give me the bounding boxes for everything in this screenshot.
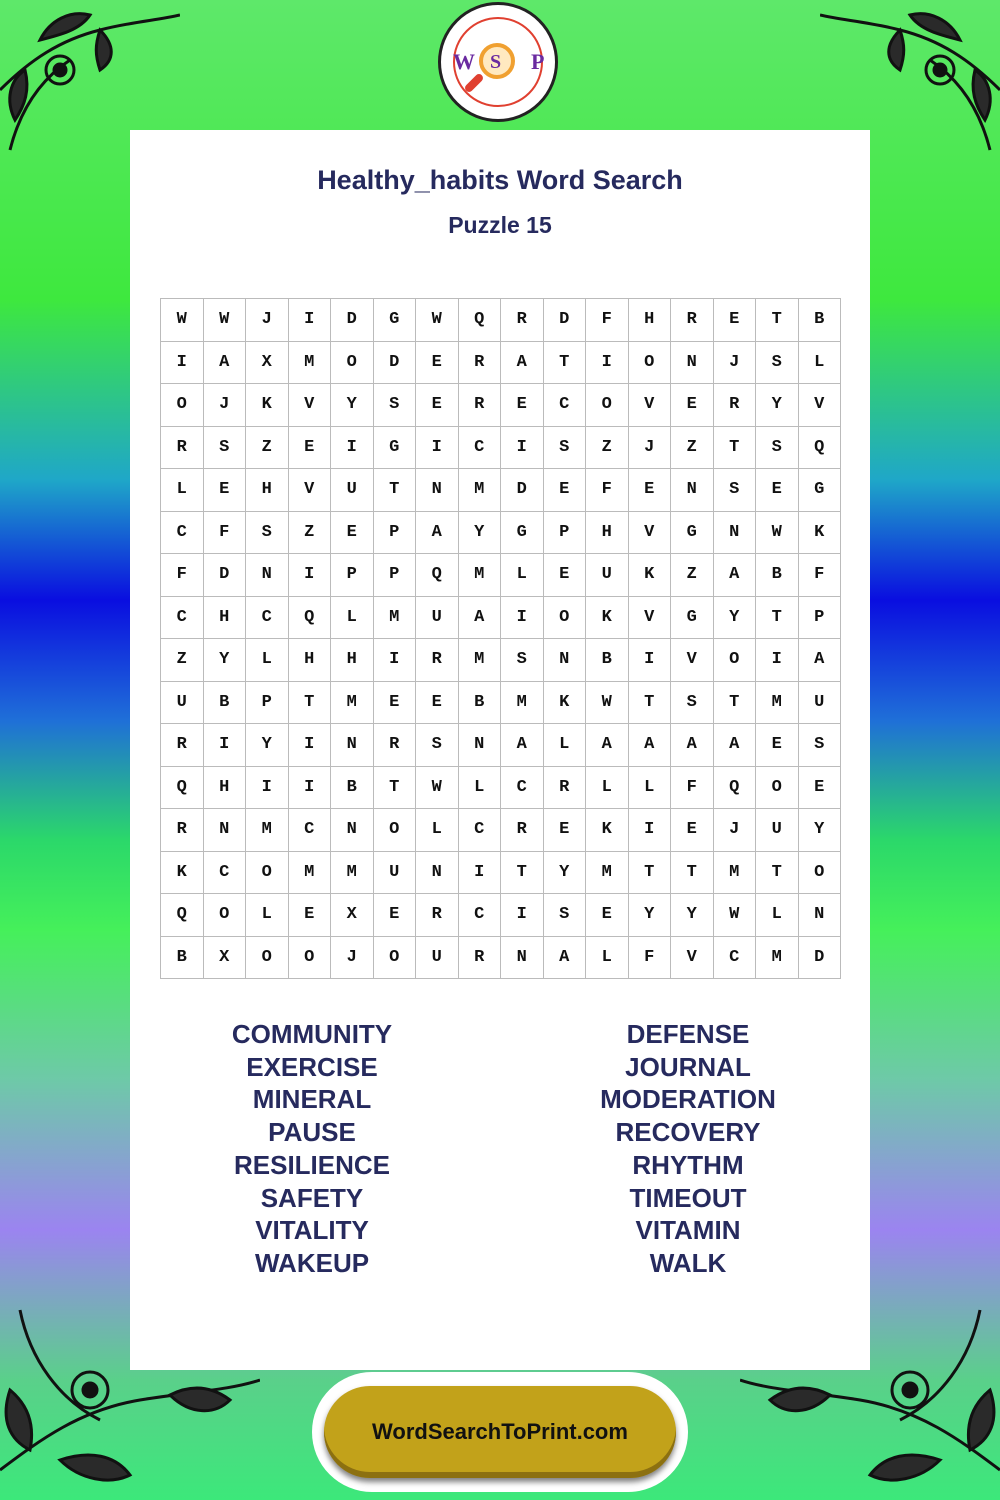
grid-cell[interactable]: U xyxy=(586,554,629,597)
word-list-item: MODERATION xyxy=(600,1084,776,1115)
grid-cell[interactable]: W xyxy=(161,299,204,342)
grid-cell[interactable]: E xyxy=(799,767,842,810)
grid-cell[interactable]: I xyxy=(331,427,374,470)
grid-cell[interactable]: U xyxy=(756,809,799,852)
grid-cell[interactable]: S xyxy=(799,724,842,767)
word-list-right xyxy=(538,1018,838,1280)
grid-cell[interactable]: W xyxy=(416,767,459,810)
grid-cell[interactable]: Q xyxy=(714,767,757,810)
grid-cell[interactable]: T xyxy=(629,852,672,895)
grid-cell[interactable]: H xyxy=(204,767,247,810)
grid-cell[interactable]: S xyxy=(756,427,799,470)
grid-cell[interactable]: O xyxy=(331,342,374,385)
grid-cell[interactable]: Y xyxy=(331,384,374,427)
grid-cell[interactable]: A xyxy=(204,342,247,385)
grid-cell[interactable]: R xyxy=(459,937,502,980)
grid-cell[interactable]: J xyxy=(714,342,757,385)
grid-cell[interactable]: E xyxy=(544,554,587,597)
grid-cell[interactable]: R xyxy=(459,384,502,427)
grid-cell[interactable]: V xyxy=(629,597,672,640)
grid-cell[interactable]: A xyxy=(501,724,544,767)
grid-cell[interactable]: D xyxy=(501,469,544,512)
word-list-item: DEFENSE xyxy=(626,1019,750,1049)
grid-cell[interactable]: E xyxy=(671,809,714,852)
grid-cell[interactable]: Y xyxy=(714,597,757,640)
grid-cell[interactable]: T xyxy=(501,852,544,895)
grid-cell[interactable]: A xyxy=(714,724,757,767)
wsp-logo[interactable] xyxy=(438,2,558,122)
grid-cell[interactable]: A xyxy=(501,342,544,385)
grid-cell[interactable]: Q xyxy=(799,427,842,470)
grid-cell[interactable]: E xyxy=(756,469,799,512)
grid-cell[interactable]: X xyxy=(246,342,289,385)
grid-cell[interactable]: N xyxy=(459,724,502,767)
grid-cell[interactable]: P xyxy=(374,512,417,555)
grid-cell[interactable]: G xyxy=(374,299,417,342)
grid-cell[interactable]: P xyxy=(331,554,374,597)
grid-cell[interactable]: F xyxy=(586,469,629,512)
grid-cell[interactable]: S xyxy=(544,894,587,937)
grid-cell[interactable]: T xyxy=(374,469,417,512)
grid-cell[interactable]: W xyxy=(204,299,247,342)
grid-cell[interactable]: R xyxy=(501,299,544,342)
word-list-item: PAUSE xyxy=(268,1117,356,1148)
word-list-item: RECOVERY xyxy=(615,1117,761,1148)
grid-cell[interactable]: A xyxy=(799,639,842,682)
grid-cell[interactable]: L xyxy=(331,597,374,640)
grid-cell[interactable]: P xyxy=(246,682,289,725)
grid-cell[interactable]: E xyxy=(374,894,417,937)
grid-cell[interactable]: G xyxy=(671,512,714,555)
grid-cell[interactable]: U xyxy=(161,682,204,725)
grid-cell[interactable]: F xyxy=(629,937,672,980)
grid-cell[interactable]: E xyxy=(416,342,459,385)
word-list-item: RHYTHM xyxy=(632,1149,744,1180)
grid-cell[interactable]: Y xyxy=(459,512,502,555)
grid-cell[interactable]: I xyxy=(756,639,799,682)
grid-cell[interactable]: R xyxy=(161,724,204,767)
grid-cell[interactable]: M xyxy=(756,682,799,725)
grid-cell[interactable]: M xyxy=(374,597,417,640)
grid-cell[interactable]: N xyxy=(416,852,459,895)
grid-cell[interactable]: E xyxy=(289,427,332,470)
grid-cell[interactable]: L xyxy=(161,469,204,512)
grid-cell[interactable]: D xyxy=(204,554,247,597)
grid-cell[interactable]: G xyxy=(374,427,417,470)
grid-cell[interactable]: C xyxy=(501,767,544,810)
puzzle-sheet xyxy=(130,130,870,1370)
grid-cell[interactable]: H xyxy=(204,597,247,640)
grid-cell[interactable]: N xyxy=(671,469,714,512)
grid-cell[interactable]: I xyxy=(289,554,332,597)
grid-cell[interactable]: J xyxy=(204,384,247,427)
grid-cell[interactable]: U xyxy=(331,469,374,512)
grid-cell[interactable]: L xyxy=(416,809,459,852)
word-list-item: RESILIENCE xyxy=(233,1149,391,1180)
word-list-item: COMMUNITY xyxy=(231,1019,393,1049)
grid-cell[interactable]: K xyxy=(586,597,629,640)
grid-cell[interactable]: C xyxy=(289,809,332,852)
grid-cell[interactable]: Y xyxy=(671,894,714,937)
grid-cell[interactable]: U xyxy=(374,852,417,895)
grid-cell[interactable]: V xyxy=(629,384,672,427)
grid-cell[interactable]: M xyxy=(289,852,332,895)
grid-cell[interactable]: A xyxy=(671,724,714,767)
word-list-item: VITAMIN xyxy=(635,1215,741,1246)
grid-cell[interactable]: C xyxy=(714,937,757,980)
puzzle-title: Healthy_habits Word Search xyxy=(317,165,683,195)
grid-cell[interactable]: D xyxy=(331,299,374,342)
grid-cell[interactable]: O xyxy=(374,809,417,852)
grid-cell[interactable]: R xyxy=(671,299,714,342)
grid-cell[interactable]: L xyxy=(501,554,544,597)
grid-cell[interactable]: Q xyxy=(459,299,502,342)
grid-cell[interactable]: N xyxy=(501,937,544,980)
grid-cell[interactable]: I xyxy=(161,342,204,385)
logo-letter-w: W xyxy=(453,49,475,74)
grid-cell[interactable]: V xyxy=(289,469,332,512)
grid-cell[interactable]: C xyxy=(161,597,204,640)
grid-cell[interactable]: G xyxy=(671,597,714,640)
grid-cell[interactable]: O xyxy=(246,852,289,895)
grid-cell[interactable]: I xyxy=(586,342,629,385)
grid-cell[interactable]: W xyxy=(756,512,799,555)
grid-cell[interactable]: K xyxy=(629,554,672,597)
grid-cell[interactable]: R xyxy=(161,809,204,852)
grid-cell[interactable]: W xyxy=(586,682,629,725)
grid-cell[interactable]: J xyxy=(246,299,289,342)
grid-cell[interactable]: O xyxy=(799,852,842,895)
grid-cell[interactable]: T xyxy=(714,427,757,470)
grid-cell[interactable]: E xyxy=(544,809,587,852)
grid-cell[interactable]: P xyxy=(544,512,587,555)
grid-cell[interactable]: H xyxy=(246,469,289,512)
grid-cell[interactable]: H xyxy=(629,299,672,342)
grid-cell[interactable]: R xyxy=(714,384,757,427)
grid-cell[interactable]: Y xyxy=(544,852,587,895)
grid-cell[interactable]: F xyxy=(671,767,714,810)
grid-cell[interactable]: X xyxy=(204,937,247,980)
grid-cell[interactable]: Y xyxy=(756,384,799,427)
grid-cell[interactable]: K xyxy=(799,512,842,555)
grid-cell[interactable]: C xyxy=(161,512,204,555)
grid-cell[interactable]: T xyxy=(756,299,799,342)
grid-cell[interactable]: P xyxy=(799,597,842,640)
grid-cell[interactable]: M xyxy=(289,342,332,385)
grid-cell[interactable]: R xyxy=(459,342,502,385)
grid-cell[interactable]: T xyxy=(629,682,672,725)
grid-cell[interactable]: L xyxy=(799,342,842,385)
grid-cell[interactable]: Y xyxy=(246,724,289,767)
grid-cell[interactable]: I xyxy=(289,767,332,810)
grid-cell[interactable]: B xyxy=(204,682,247,725)
grid-cell[interactable]: O xyxy=(246,937,289,980)
grid-cell[interactable]: V xyxy=(799,384,842,427)
grid-cell[interactable]: A xyxy=(586,724,629,767)
grid-cell[interactable]: T xyxy=(756,597,799,640)
grid-cell[interactable]: M xyxy=(331,682,374,725)
grid-cell[interactable]: B xyxy=(331,767,374,810)
grid-cell[interactable]: I xyxy=(246,767,289,810)
grid-cell[interactable]: A xyxy=(544,937,587,980)
grid-cell[interactable]: E xyxy=(331,512,374,555)
grid-cell[interactable]: O xyxy=(586,384,629,427)
word-list-item: WAKEUP xyxy=(254,1247,370,1278)
logo-letter-p: P xyxy=(531,49,545,74)
grid-cell[interactable]: Y xyxy=(799,809,842,852)
word-list-item: TIMEOUT xyxy=(629,1182,747,1213)
grid-cell[interactable]: B xyxy=(756,554,799,597)
grid-cell[interactable]: H xyxy=(331,639,374,682)
grid-cell[interactable]: Z xyxy=(289,512,332,555)
grid-cell[interactable]: I xyxy=(204,724,247,767)
grid-cell[interactable]: A xyxy=(714,554,757,597)
grid-cell[interactable]: I xyxy=(459,852,502,895)
grid-cell[interactable]: X xyxy=(331,894,374,937)
grid-cell[interactable]: I xyxy=(501,427,544,470)
grid-cell[interactable]: M xyxy=(756,937,799,980)
grid-cell[interactable]: O xyxy=(756,767,799,810)
puzzle-subtitle: Puzzle 15 xyxy=(448,212,552,238)
grid-cell[interactable]: R xyxy=(416,894,459,937)
grid-cell[interactable]: O xyxy=(161,384,204,427)
grid-cell[interactable]: N xyxy=(246,554,289,597)
grid-cell[interactable]: J xyxy=(331,937,374,980)
grid-cell[interactable]: A xyxy=(416,512,459,555)
grid-cell[interactable]: E xyxy=(671,384,714,427)
grid-cell[interactable]: O xyxy=(204,894,247,937)
grid-cell[interactable]: I xyxy=(629,639,672,682)
grid-cell[interactable]: U xyxy=(416,597,459,640)
grid-cell[interactable]: K xyxy=(161,852,204,895)
grid-cell[interactable]: G xyxy=(799,469,842,512)
grid-cell[interactable]: S xyxy=(416,724,459,767)
logo-letter-s: S xyxy=(490,51,502,73)
word-list-left xyxy=(162,1018,462,1280)
grid-cell[interactable]: T xyxy=(374,767,417,810)
grid-cell[interactable]: Z xyxy=(671,554,714,597)
grid-cell[interactable]: M xyxy=(586,852,629,895)
grid-cell[interactable]: O xyxy=(629,342,672,385)
word-list-item: MINERAL xyxy=(252,1084,372,1115)
grid-cell[interactable]: D xyxy=(544,299,587,342)
grid-cell[interactable]: R xyxy=(501,809,544,852)
grid-cell[interactable]: E xyxy=(714,299,757,342)
grid-cell[interactable]: Q xyxy=(161,767,204,810)
grid-cell[interactable]: E xyxy=(204,469,247,512)
grid-cell[interactable]: V xyxy=(671,639,714,682)
grid-cell[interactable]: C xyxy=(544,384,587,427)
grid-cell[interactable]: Q xyxy=(161,894,204,937)
grid-cell[interactable]: L xyxy=(544,724,587,767)
grid-cell[interactable]: E xyxy=(544,469,587,512)
grid-cell[interactable]: N xyxy=(331,809,374,852)
grid-cell[interactable]: E xyxy=(629,469,672,512)
grid-cell[interactable]: J xyxy=(629,427,672,470)
grid-cell[interactable]: A xyxy=(629,724,672,767)
word-list-item: WALK xyxy=(649,1247,727,1278)
grid-cell[interactable]: K xyxy=(586,809,629,852)
grid-cell[interactable]: V xyxy=(289,384,332,427)
grid-cell[interactable]: T xyxy=(756,852,799,895)
letter-grid xyxy=(160,298,841,979)
grid-cell[interactable]: W xyxy=(416,299,459,342)
grid-cell[interactable]: M xyxy=(246,809,289,852)
grid-cell[interactable]: J xyxy=(714,809,757,852)
grid-cell[interactable]: V xyxy=(629,512,672,555)
word-list-item: VITALITY xyxy=(255,1215,369,1246)
grid-cell[interactable]: Z xyxy=(161,639,204,682)
grid-cell[interactable]: L xyxy=(586,937,629,980)
grid-cell[interactable]: I xyxy=(629,809,672,852)
grid-cell[interactable]: F xyxy=(161,554,204,597)
grid-cell[interactable]: T xyxy=(289,682,332,725)
grid-cell[interactable]: B xyxy=(161,937,204,980)
grid-cell[interactable]: N xyxy=(331,724,374,767)
grid-cell[interactable]: H xyxy=(289,639,332,682)
word-list-item: JOURNAL xyxy=(625,1051,751,1082)
grid-cell[interactable]: S xyxy=(756,342,799,385)
grid-cell[interactable]: P xyxy=(374,554,417,597)
grid-cell[interactable]: D xyxy=(374,342,417,385)
grid-cell[interactable]: L xyxy=(246,894,289,937)
grid-cell[interactable]: M xyxy=(459,469,502,512)
grid-cell[interactable]: M xyxy=(459,639,502,682)
grid-cell[interactable]: K xyxy=(246,384,289,427)
grid-cell[interactable]: O xyxy=(374,937,417,980)
grid-cell[interactable]: S xyxy=(544,427,587,470)
grid-cell[interactable]: M xyxy=(501,682,544,725)
word-list-item: SAFETY xyxy=(260,1182,364,1213)
grid-cell[interactable]: E xyxy=(756,724,799,767)
grid-cell[interactable]: N xyxy=(416,469,459,512)
grid-cell[interactable]: B xyxy=(586,639,629,682)
grid-cell[interactable]: L xyxy=(246,639,289,682)
grid-cell[interactable]: S xyxy=(501,639,544,682)
grid-cell[interactable]: L xyxy=(629,767,672,810)
grid-cell[interactable]: C xyxy=(204,852,247,895)
grid-cell[interactable]: E xyxy=(416,682,459,725)
grid-cell[interactable]: M xyxy=(459,554,502,597)
grid-cell[interactable]: F xyxy=(586,299,629,342)
word-list-item: EXERCISE xyxy=(246,1051,378,1082)
grid-cell[interactable]: R xyxy=(161,427,204,470)
grid-cell[interactable]: I xyxy=(374,639,417,682)
grid-cell[interactable]: R xyxy=(374,724,417,767)
grid-cell[interactable]: E xyxy=(501,384,544,427)
grid-cell[interactable]: M xyxy=(714,852,757,895)
grid-cell[interactable]: C xyxy=(459,894,502,937)
grid-cell[interactable]: H xyxy=(586,512,629,555)
grid-cell[interactable]: C xyxy=(459,427,502,470)
grid-cell[interactable]: Z xyxy=(246,427,289,470)
grid-cell[interactable]: I xyxy=(501,894,544,937)
grid-cell[interactable]: O xyxy=(289,937,332,980)
website-button[interactable]: WordSearchToPrint.com xyxy=(324,1386,676,1478)
grid-cell[interactable]: E xyxy=(416,384,459,427)
grid-cell[interactable]: T xyxy=(544,342,587,385)
grid-cell[interactable]: G xyxy=(501,512,544,555)
grid-cell[interactable]: B xyxy=(459,682,502,725)
grid-cell[interactable]: Q xyxy=(416,554,459,597)
grid-cell[interactable]: W xyxy=(714,894,757,937)
grid-cell[interactable]: U xyxy=(416,937,459,980)
grid-cell[interactable]: O xyxy=(544,597,587,640)
grid-cell[interactable]: Z xyxy=(671,427,714,470)
grid-cell[interactable]: R xyxy=(416,639,459,682)
grid-cell[interactable]: S xyxy=(246,512,289,555)
grid-cell[interactable]: S xyxy=(374,384,417,427)
grid-cell[interactable]: N xyxy=(671,342,714,385)
grid-cell[interactable]: R xyxy=(544,767,587,810)
grid-cell[interactable]: U xyxy=(799,682,842,725)
grid-cell[interactable]: Y xyxy=(629,894,672,937)
grid-cell[interactable]: N xyxy=(204,809,247,852)
grid-cell[interactable]: I xyxy=(289,299,332,342)
grid-cell[interactable]: T xyxy=(671,852,714,895)
grid-cell[interactable]: T xyxy=(714,682,757,725)
grid-cell[interactable]: E xyxy=(374,682,417,725)
grid-cell[interactable]: Q xyxy=(289,597,332,640)
grid-cell[interactable]: S xyxy=(204,427,247,470)
grid-cell[interactable]: O xyxy=(714,639,757,682)
grid-cell[interactable]: N xyxy=(544,639,587,682)
grid-cell[interactable]: Y xyxy=(204,639,247,682)
grid-cell[interactable]: Z xyxy=(586,427,629,470)
grid-cell[interactable]: S xyxy=(671,682,714,725)
grid-cell[interactable]: F xyxy=(799,554,842,597)
grid-cell[interactable]: M xyxy=(331,852,374,895)
grid-cell[interactable]: N xyxy=(799,894,842,937)
grid-cell[interactable]: S xyxy=(714,469,757,512)
grid-cell[interactable]: F xyxy=(204,512,247,555)
grid-cell[interactable]: L xyxy=(459,767,502,810)
grid-cell[interactable]: V xyxy=(671,937,714,980)
grid-cell[interactable]: E xyxy=(289,894,332,937)
grid-cell[interactable]: C xyxy=(246,597,289,640)
grid-cell[interactable]: L xyxy=(756,894,799,937)
grid-cell[interactable]: L xyxy=(586,767,629,810)
grid-cell[interactable]: C xyxy=(459,809,502,852)
grid-cell[interactable]: E xyxy=(586,894,629,937)
grid-cell[interactable]: B xyxy=(799,299,842,342)
grid-cell[interactable]: K xyxy=(544,682,587,725)
grid-cell[interactable]: N xyxy=(714,512,757,555)
grid-cell[interactable]: I xyxy=(289,724,332,767)
grid-cell[interactable]: D xyxy=(799,937,842,980)
grid-cell[interactable]: A xyxy=(459,597,502,640)
grid-cell[interactable]: I xyxy=(501,597,544,640)
grid-cell[interactable]: I xyxy=(416,427,459,470)
